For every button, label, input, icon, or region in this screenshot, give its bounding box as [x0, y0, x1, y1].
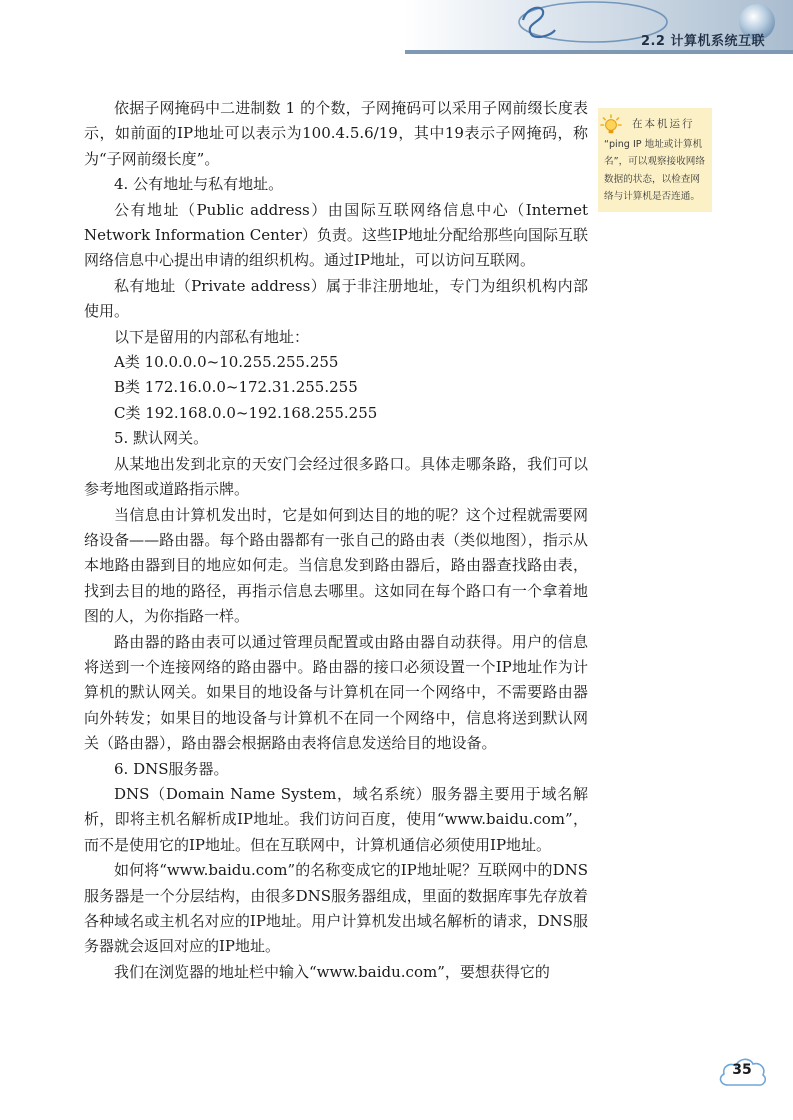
paragraph: 我们在浏览器的地址栏中输入“www.baidu.com”，要想获得它的 [114, 962, 550, 981]
paragraph: 私有地址（Private address）属于非注册地址，专门为组织机构内部使用。 [84, 276, 588, 321]
list-item: 以下是留用的内部私有地址： [114, 327, 310, 346]
side-note-text: “ping IP 地址或计算机名”，可以观察接收网络数据的状态，以检查网络与计算机是否连通。 [604, 139, 705, 203]
lightbulb-icon [600, 114, 622, 136]
list-item: A类 10.0.0.0~10.255.255.255 [114, 353, 339, 372]
paragraph: DNS（Domain Name System，域名系统）服务器主要用于域名解析，即将主机名解析成IP地址。我们访问百度，使用“www.baidu.com”，而不是使用它的IP地址。但在互联网中，计算机通信必须使用IP地址。 [84, 784, 588, 854]
list-heading: 5. 默认网关。 [114, 429, 209, 448]
list-item: B类 172.16.0.0~172.31.255.255 [114, 378, 358, 397]
paragraph: 公有地址（Public address）由国际互联网络信息中心（Internet Network Information Center）负责。这些IP地址分配给那些向国际互联网络信息中心提出申请的组织机构。通过IP地址，可以访问互联网。 [84, 200, 588, 270]
page-number: 35 [732, 1062, 752, 1078]
paragraph: 当信息由计算机发出时，它是如何到达目的地的呢？这个过程就需要网络设备——路由器。每个路由器都有一张自己的路由表（类似地图），指示从本地路由器到目的地应如何走。当信息发到路由器后，路由器查找路由表，找到去目的地的路径，再指示信息去哪里。这如同在每个路口有一个拿着地图的人，为你指路一样。 [84, 505, 588, 626]
paragraph: 从某地出发到北京的天安门会经过很多路口。具体走哪条路，我们可以参考地图或道路指示牌。 [84, 454, 588, 499]
paragraph: 路由器的路由表可以通过管理员配置或由路由器自动获得。用户的信息将送到一个连接网络的路由器中。路由器的接口必须设置一个IP地址作为计算机的默认网关。如果目的地设备与计算机在同一个网络中，不需要路由器向外转发；如果目的地设备与计算机不在同一个网络中，信息将送到默认网关（路由器），路由器会根据路由表将信息发送给目的地设备。 [84, 632, 588, 753]
side-note [598, 108, 712, 212]
section-title: 2.2 计算机系统互联 [640, 34, 765, 49]
main-content [84, 96, 588, 985]
paragraph: 依据子网掩码中二进制数 1 的个数，子网掩码可以采用子网前缀长度表示，如前面的IP地址可以表示为100.4.5.6/19，其中19表示子网掩码，称为“子网前缀长度”。 [84, 99, 588, 168]
list-item: C类 192.168.0.0~192.168.255.255 [114, 403, 378, 422]
paragraph: 如何将“www.baidu.com”的名称变成它的IP地址呢？互联网中的DNS服务器是一个分层结构，由很多DNS服务器组成，里面的数据库事先存放着各种域名或主机名对应的IP地址。用户计算机发出域名解析的请求，DNS服务器就会返回对应的IP地址。 [84, 861, 588, 956]
list-heading: 6. DNS服务器。 [114, 759, 229, 778]
list-heading: 4. 公有地址与私有地址。 [114, 175, 284, 194]
side-note-head [600, 114, 709, 136]
side-note-first-line: 在本机运行 [632, 118, 695, 131]
